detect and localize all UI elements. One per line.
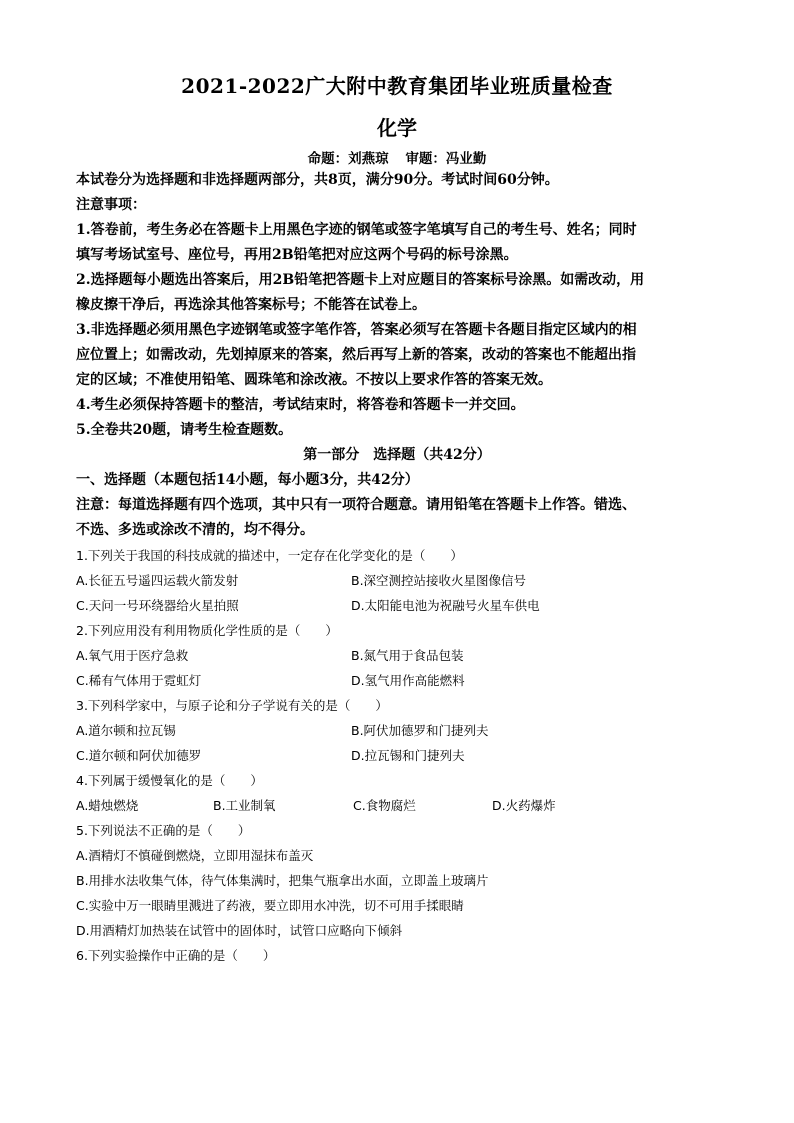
- intro-line: 注意事项：: [76, 197, 146, 213]
- option-a: A.长征五号遥四运载火箭发射: [76, 573, 239, 588]
- exam-authors: [0, 147, 794, 167]
- intro-line: 应位置上；如需改动，先划掉原来的答案，然后再写上新的答案，改动的答案也不能超出指: [76, 347, 636, 363]
- intro-line: 定的区域；不准使用铅笔、圆珠笔和涂改液。不按以上要求作答的答案无效。: [76, 372, 552, 388]
- option-c: C.道尔顿和阿伏加德罗: [76, 748, 202, 763]
- option-row: [76, 793, 726, 818]
- intro-line: 橡皮擦干净后，再选涂其他答案标号；不能答在试卷上。: [76, 297, 426, 313]
- intro-line: 填写考场试室号、座位号，再用2B铅笔把对应这两个号码的标号涂黑。: [76, 247, 518, 263]
- section-heading: 一、选择题（本题包括14小题，每小题3分，共42分）: [76, 472, 419, 488]
- option-row: [76, 718, 726, 743]
- section-note-line: 不选、多选或涂改不清的，均不得分。: [76, 522, 314, 538]
- section-note-line: 注意：每道选择题有四个选项，其中只有一项符合题意。请用铅笔在答题卡上作答。错选、: [76, 497, 636, 513]
- option-b: B.工业制氧: [213, 798, 276, 813]
- section-title: 第一部分 选择题（共42分）: [303, 447, 491, 463]
- option-d: D.氢气用作高能燃料: [351, 673, 465, 688]
- question-stem: 5.下列说法不正确的是（ ）: [76, 823, 251, 838]
- option-row: [76, 643, 726, 668]
- option-c: C.实验中万一眼睛里溅进了药液，要立即用水冲洗，切不可用手揉眼睛: [76, 898, 464, 913]
- option-d: D.太阳能电池为祝融号火星车供电: [351, 598, 540, 613]
- intro-line: 2.选择题每小题选出答案后，用2B铅笔把答题卡上对应题目的答案标号涂黑。如需改动，用: [76, 272, 645, 288]
- question-stem: 6.下列实验操作中正确的是（ ）: [76, 948, 276, 963]
- question-stem: 4.下列属于缓慢氧化的是（ ）: [76, 773, 263, 788]
- question-list: [76, 543, 726, 968]
- option-a: A.氧气用于医疗急救: [76, 648, 189, 663]
- option-row: [76, 668, 726, 693]
- setter-name: 命题：刘燕琼: [307, 151, 389, 167]
- option-c: C.食物腐烂: [353, 798, 416, 813]
- option-row: [76, 743, 726, 768]
- exam-subject: 化学: [377, 116, 417, 140]
- reviewer-name: 审题：冯业勤: [405, 151, 487, 167]
- intro-line: 5.全卷共20题，请考生检查题数。: [76, 422, 293, 438]
- option-d: D.用酒精灯加热装在试管中的固体时，试管口应略向下倾斜: [76, 923, 403, 938]
- intro-line: 4.考生必须保持答题卡的整洁，考试结束时，将答卷和答题卡一并交回。: [76, 397, 525, 413]
- option-c: C.天问一号环绕器给火星拍照: [76, 598, 239, 613]
- option-c: C.稀有气体用于霓虹灯: [76, 673, 202, 688]
- question-stem: 2.下列应用没有利用物质化学性质的是（ ）: [76, 623, 338, 638]
- option-b: B.深空测控站接收火星图像信号: [351, 573, 527, 588]
- option-d: D.拉瓦锡和门捷列夫: [351, 748, 465, 763]
- intro-line: 1.答卷前，考生务必在答题卡上用黑色字迹的钢笔或签字笔填写自己的考生号、姓名；同时: [76, 222, 637, 238]
- intro-line: 本试卷分为选择题和非选择题两部分，共8页，满分90分。考试时间60分钟。: [76, 172, 559, 188]
- question-stem: 3.下列科学家中，与原子论和分子学说有关的是（ ）: [76, 698, 388, 713]
- option-b: B.氮气用于食品包装: [351, 648, 464, 663]
- question-stem: 1.下列关于我国的科技成就的描述中，一定存在化学变化的是（ ）: [76, 548, 463, 563]
- option-b: B.用排水法收集气体，待气体集满时，把集气瓶拿出水面，立即盖上玻璃片: [76, 873, 489, 888]
- intro-line: 3.非选择题必须用黑色字迹钢笔或签字笔作答，答案必须写在答题卡各题目指定区域内的相: [76, 322, 637, 338]
- option-d: D.火药爆炸: [492, 798, 556, 813]
- option-row: [76, 568, 726, 593]
- section-intro: [76, 468, 726, 543]
- option-b: B.阿伏加德罗和门捷列夫: [351, 723, 489, 738]
- exam-title: 2021-2022广大附中教育集团毕业班质量检查: [181, 74, 613, 98]
- option-a: A.酒精灯不慎碰倒燃烧，立即用湿抹布盖灭: [76, 848, 314, 863]
- exam-instructions: [76, 168, 726, 443]
- option-row: [76, 593, 726, 618]
- option-a: A.道尔顿和拉瓦锡: [76, 723, 176, 738]
- option-a: A.蜡烛燃烧: [76, 798, 139, 813]
